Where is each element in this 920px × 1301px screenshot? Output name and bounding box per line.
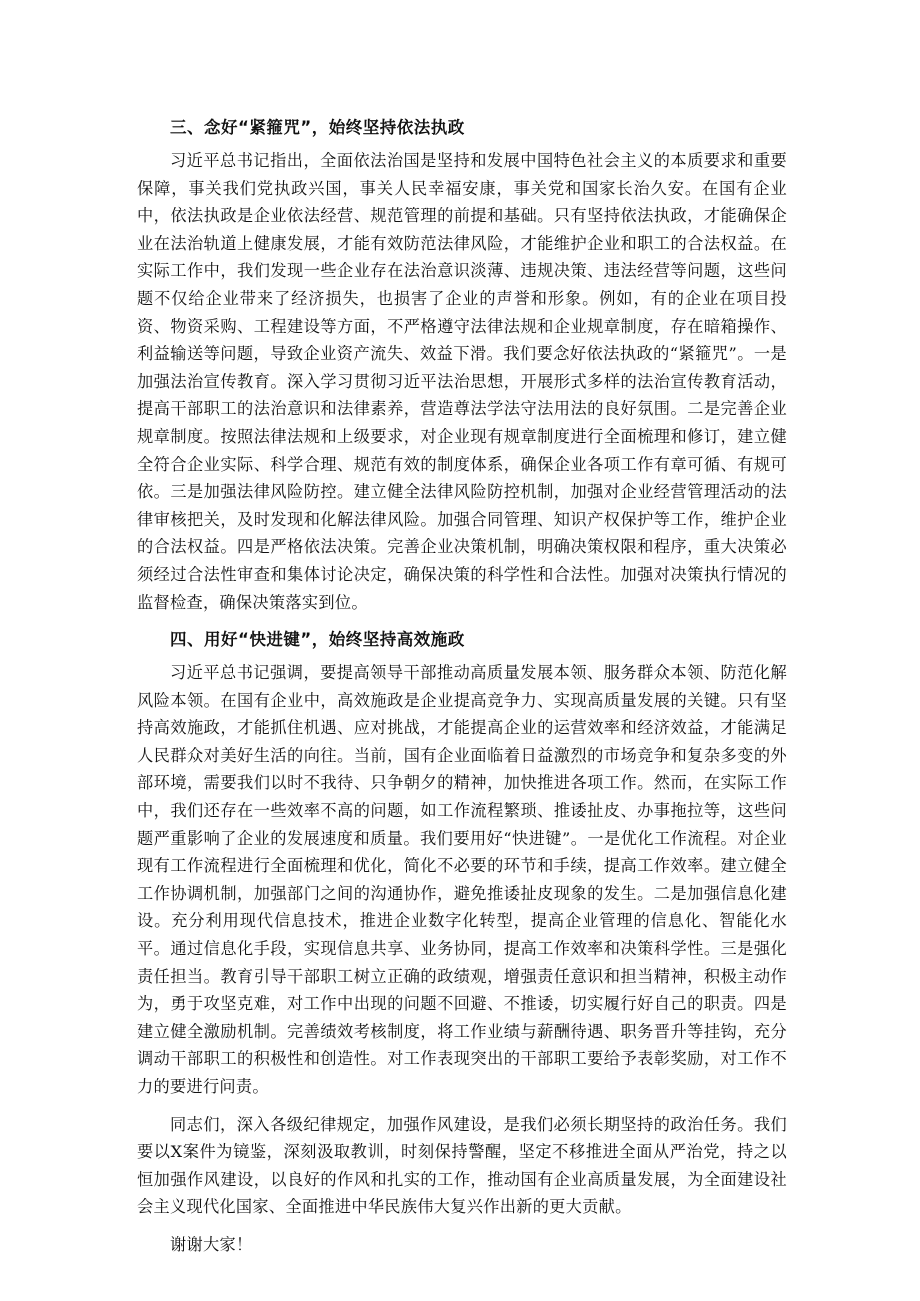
document-page	[137, 114, 787, 1265]
thanks-line: 谢谢大家！	[170, 1234, 253, 1254]
section-3-paragraph: 习近平总书记指出，全面依法治国是坚持和发展中国特色社会主义的本质要求和重要保障，事关我们党执政兴国，事关人民幸福安康，事关党和国家长治久安。在国有企业中，依法执政是企业依法经营、规范管理的前提和基础。只有坚持依法执政，才能确保企业在法治轨道上健康发展，才能有效防范法律风险，才能维护企业和职工的合法权益。在实际工作中，我们发现一些企业存在法治意识淡薄、违规决策、违法经营等问题，这些问题不仅给企业带来了经济损失，也损害了企业的声誉和形象。例如，有的企业在项目投资、物资采购、工程建设等方面，不严格遵守法律法规和企业规章制度，存在暗箱操作、利益输送等问题，导致企业资产流失、效益下滑。我们要念好依法执政的“紧箍咒”。一是加强法治宣传教育。深入学习贯彻习近平法治思想，开展形式多样的法治宣传教育活动，提高干部职工的法治意识和法律素养，营造尊法学法守法用法的良好氛围。二是完善企业规章制度。按照法律法规和上级要求，对企业现有规章制度进行全面梳理和修订，建立健全符合企业实际、科学合理、规范有效的制度体系，确保企业各项工作有章可循、有规可依。三是加强法律风险防控。建立健全法律风险防控机制，加强对企业经营管理活动的法律审核把关，及时发现和化解法律风险。加强合同管理、知识产权保护等工作，维护企业的合法权益。四是严格依法决策。完善企业决策机制，明确决策权限和程序，重大决策必须经过合法性审查和集体讨论决定，确保决策的科学性和合法性。加强对决策执行情况的监督检查，确保决策落实到位。	[137, 151, 787, 612]
section-4-paragraph: 习近平总书记强调，要提高领导干部推动高质量发展本领、服务群众本领、防范化解风险本领。在国有企业中，高效施政是企业提高竞争力、实现高质量发展的关键。只有坚持高效施政，才能抓住机遇、应对挑战，才能提高企业的运营效率和经济效益，才能满足人民群众对美好生活的向往。当前，国有企业面临着日益激烈的市场竞争和复杂多变的外部环境，需要我们以时不我待、只争朝夕的精神，加快推进各项工作。然而，在实际工作中，我们还存在一些效率不高的问题，如工作流程繁琐、推诿扯皮、办事拖拉等，这些问题严重影响了企业的发展速度和质量。我们要用好“快进键”。一是优化工作流程。对企业现有工作流程进行全面梳理和优化，简化不必要的环节和手续，提高工作效率。建立健全工作协调机制，加强部门之间的沟通协作，避免推诿扯皮现象的发生。二是加强信息化建设。充分利用现代信息技术，推进企业数字化转型，提高企业管理的信息化、智能化水平。通过信息化手段，实现信息共享、业务协同，提高工作效率和决策科学性。三是强化责任担当。教育引导干部职工树立正确的政绩观，增强责任意识和担当精神，积极主动作为，勇于攻坚克难，对工作中出现的问题不回避、不推诿，切实履行好自己的职责。四是建立健全激励机制。完善绩效考核制度，将工作业绩与薪酬待遇、职务晋升等挂钩，充分调动干部职工的积极性和创造性。对工作表现突出的干部职工要给予表彰奖励，对工作不力的要进行问责。	[137, 663, 787, 1096]
closing-paragraph: 同志们，深入各级纪律规定，加强作风建设，是我们必须长期坚持的政治任务。我们要以X案件为镜鉴，深刻汲取教训，时刻保持警醒，坚定不移推进全面从严治党，持之以恒加强作风建设，以良好的作风和扎实的工作，推动国有企业高质量发展，为全面建设社会主义现代化国家、全面推进中华民族伟大复兴作出新的更大贡献。	[137, 1114, 787, 1217]
section-3-heading: 三、念好“紧箍咒”，始终坚持依法执政	[170, 118, 465, 137]
section-4-heading: 四、用好“快进键”，始终坚持高效施政	[170, 630, 465, 650]
